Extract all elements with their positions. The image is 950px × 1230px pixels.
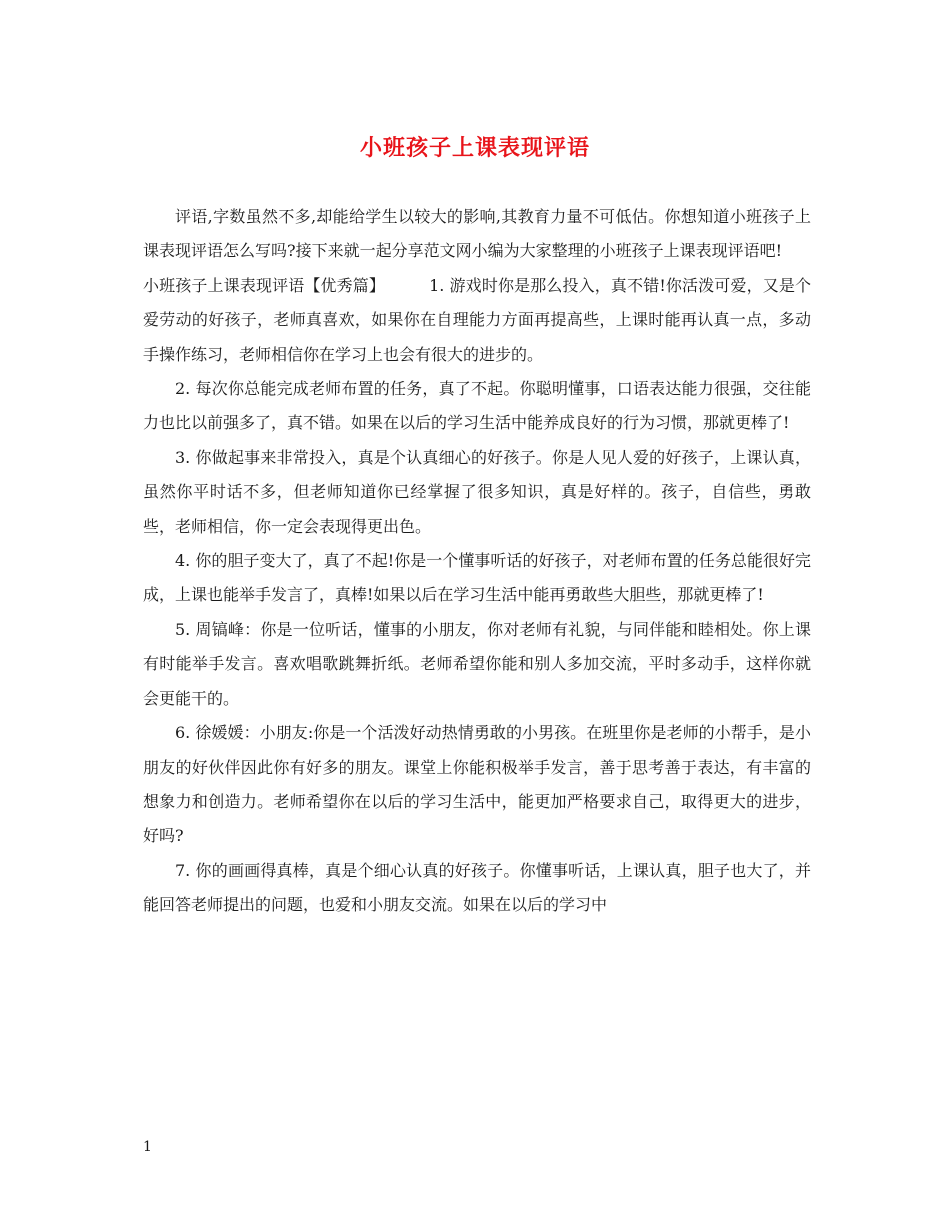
section-heading: 小班孩子上课表现评语【优秀篇】 [143, 275, 386, 295]
document-body [143, 200, 811, 923]
section-paragraph [143, 269, 811, 372]
intro-paragraph: 评语,字数虽然不多,却能给学生以较大的影响,其教育力量不可低估。你想知道小班孩子上课表现评语怎么写吗?接下来就一起分享范文网小编为大家整理的小班孩子上课表现评语吧! [143, 207, 811, 261]
comment-item-4: 4. 你的胆子变大了，真了不起!你是一个懂事听话的好孩子，对老师布置的任务总能很好完成，上课也能举手发言了，真棒!如果以后在学习生活中能再勇敢些大胆些，那就更棒了! [143, 551, 811, 605]
page-number: 1 [143, 1139, 152, 1155]
comment-item-6: 6. 徐媛媛：小朋友:你是一个活泼好动热情勇敢的小男孩。在班里你是老师的小帮手，是小朋友的好伙伴因此你有好多的朋友。课堂上你能积极举手发言，善于思考善于表达，有丰富的想象力和创造力。老师希望你在以后的学习生活中，能更加严格要求自己，取得更大的进步，好吗? [143, 723, 811, 846]
comment-item-7: 7. 你的画画得真棒，真是个细心认真的好孩子。你懂事听话，上课认真，胆子也大了，并能回答老师提出的问题，也爱和小朋友交流。如果在以后的学习中 [143, 860, 811, 915]
document-title: 小班孩子上课表现评语 [359, 135, 590, 161]
comment-item-5: 5. 周镐峰：你是一位听话，懂事的小朋友，你对老师有礼貌，与同伴能和睦相处。你上课有时能举手发言。喜欢唱歌跳舞折纸。老师希望你能和别人多加交流，平时多动手，这样你就会更能干的。 [143, 619, 811, 708]
comment-item-2: 2. 每次你总能完成老师布置的任务，真了不起。你聪明懂事，口语表达能力很强，交往能力也比以前强多了，真不错。如果在以后的学习生活中能养成良好的行为习惯，那就更棒了! [143, 379, 811, 433]
comment-item-1: 1. 游戏时你是那么投入，真不错!你活泼可爱，又是个爱劳动的好孩子，老师真喜欢，如果你在自理能力方面再提高些，上课时能再认真一点，多动手操作练习，老师相信你在学习上也会有很大的进步的。 [143, 275, 811, 364]
comment-item-3: 3. 你做起事来非常投入，真是个认真细心的好孩子。你是人见人爱的好孩子，上课认真，虽然你平时话不多，但老师知道你已经掌握了很多知识，真是好样的。孩子，自信些，勇敢些，老师相信，你一定会表现得更出色。 [143, 447, 811, 536]
